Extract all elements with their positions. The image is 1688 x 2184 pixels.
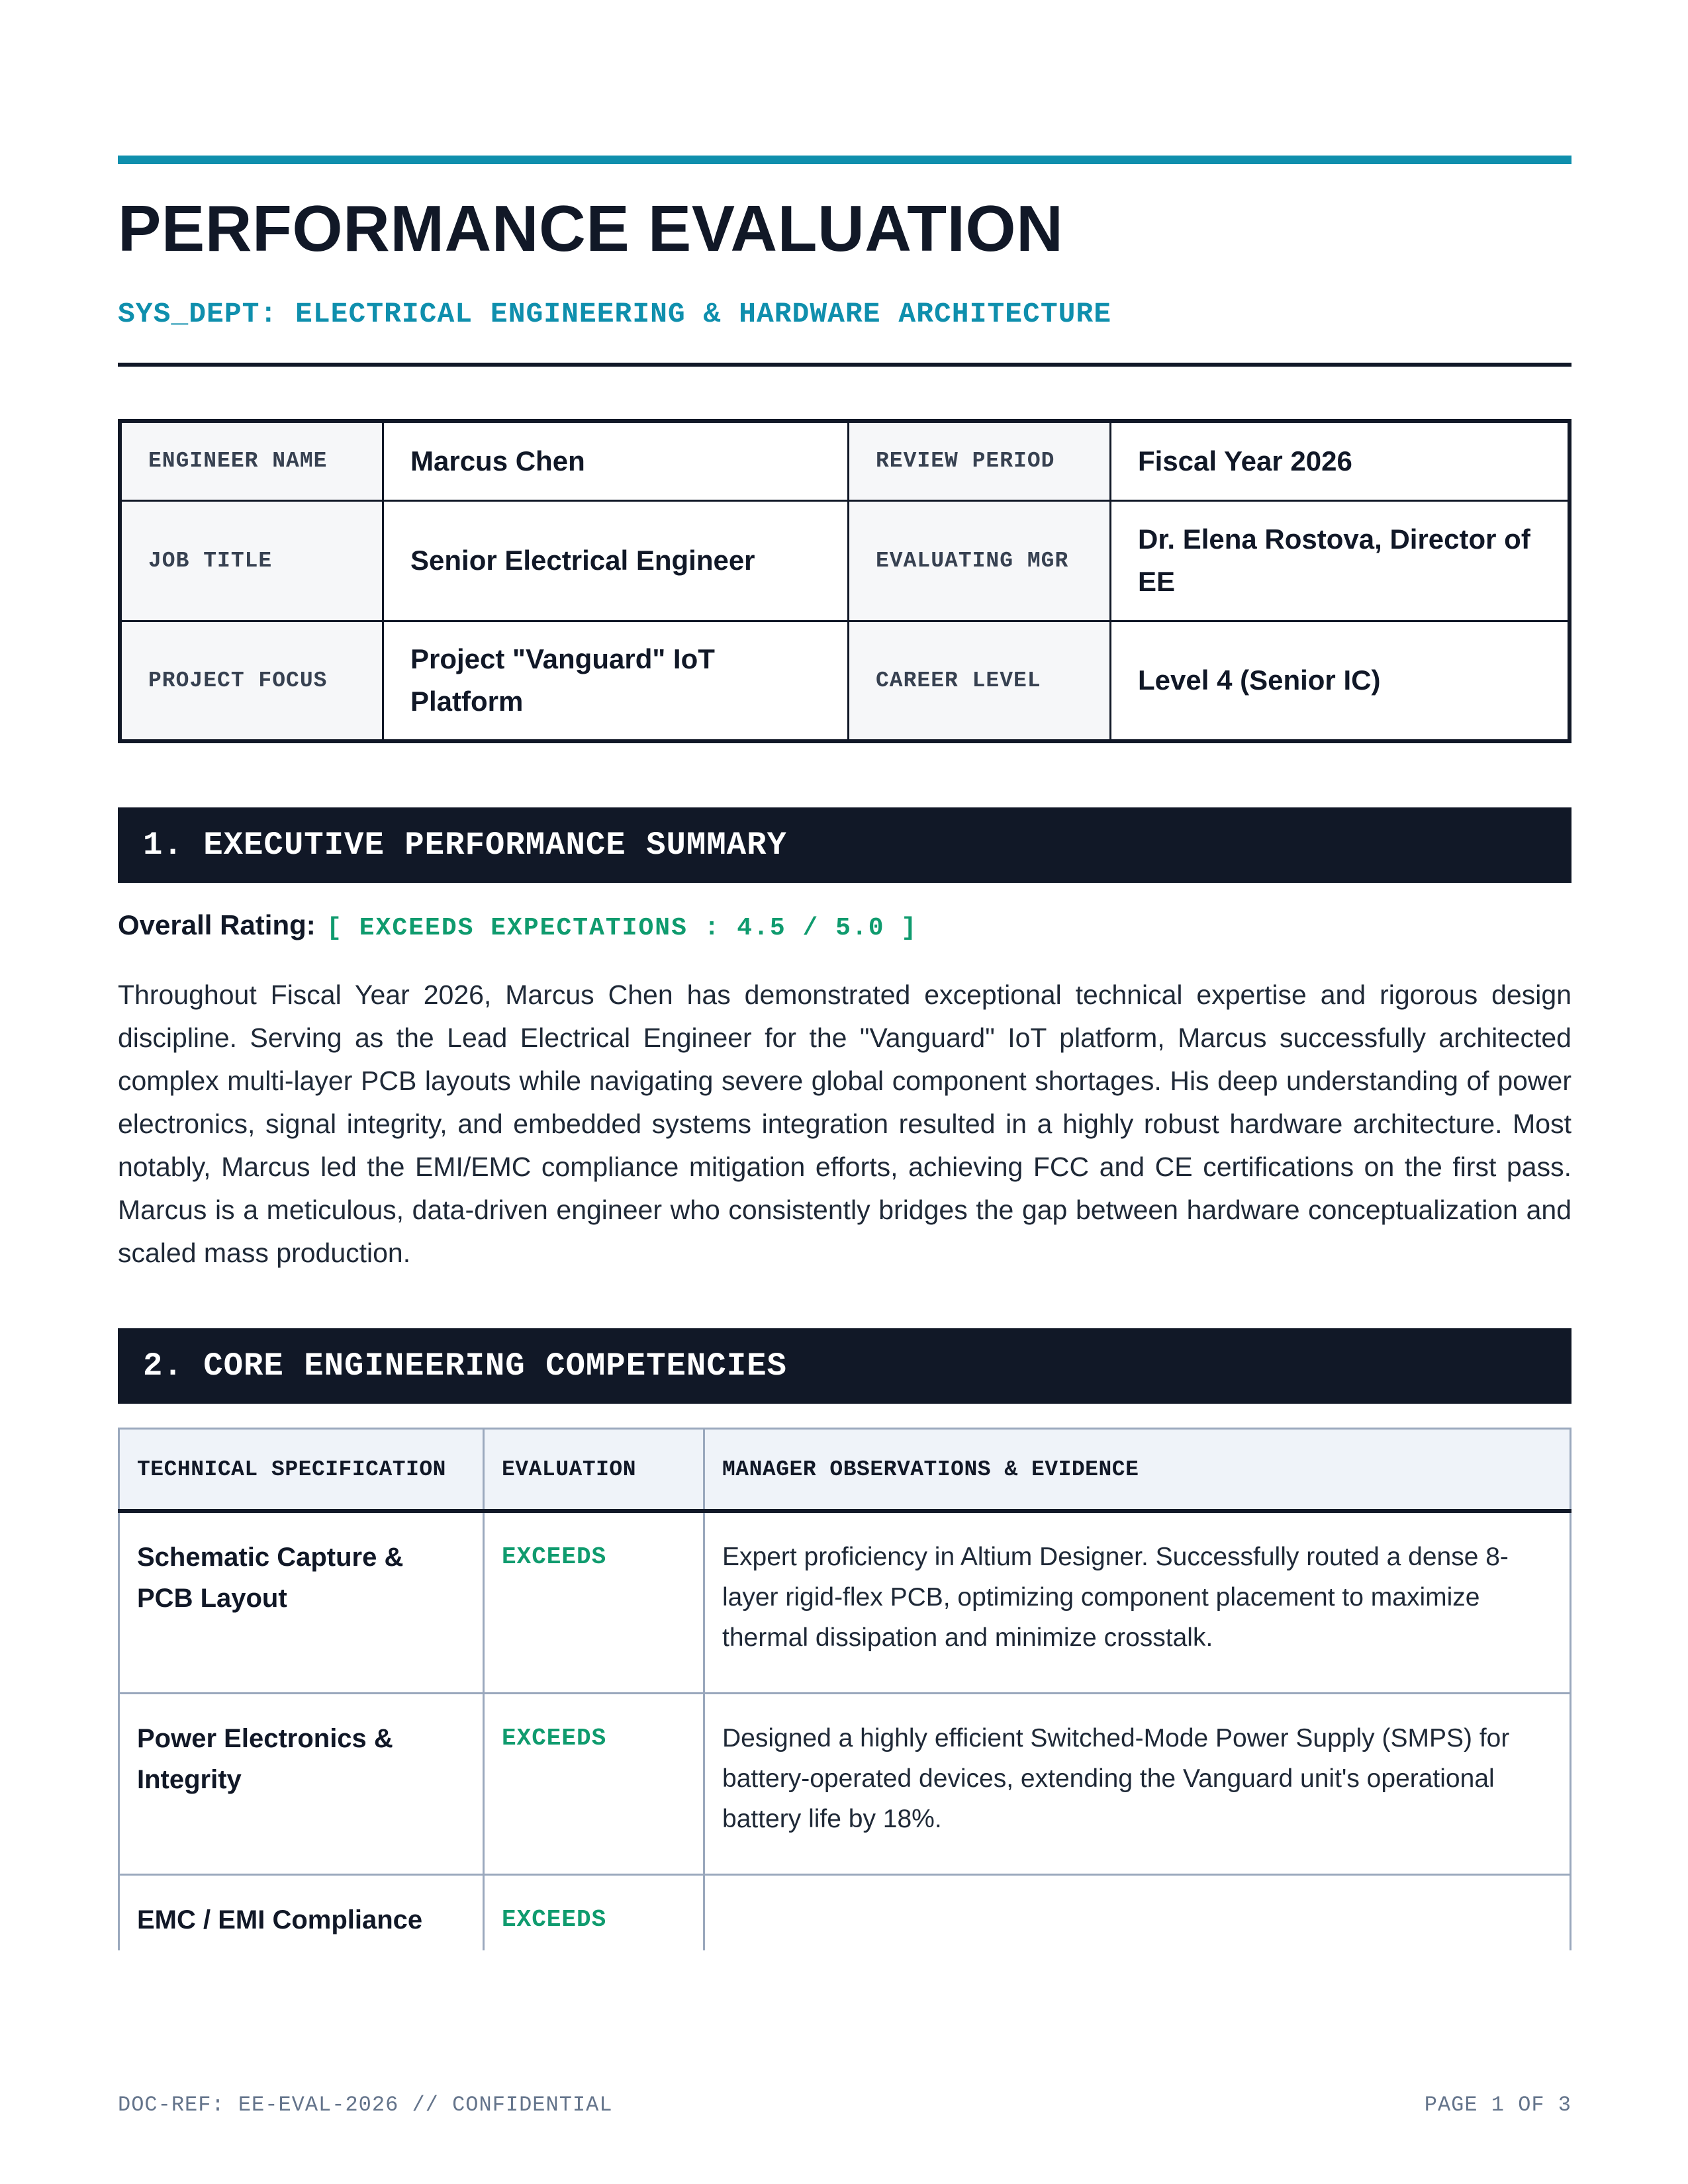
competency-evaluation: EXCEEDS <box>484 1511 704 1694</box>
job-title-value: Senior Electrical Engineer <box>383 500 849 621</box>
column-header-spec: TECHNICAL SPECIFICATION <box>119 1429 484 1512</box>
competency-evaluation: EXCEEDS <box>484 1694 704 1875</box>
department-line: SYS_DEPT: ELECTRICAL ENGINEERING & HARDWARE ARCHITECTURE <box>118 298 1112 330</box>
competencies-table <box>118 1428 1571 1950</box>
engineer-name-label: ENGINEER NAME <box>120 421 383 500</box>
competency-observation: Expert proficiency in Altium Designer. Successfully routed a dense 8-layer rigid-flex PCB, optimizing component placement to maximize thermal dissipation and minimize crosstalk. <box>704 1511 1571 1694</box>
project-focus-label: PROJECT FOCUS <box>120 621 383 741</box>
competency-spec: Schematic Capture & PCB Layout <box>119 1511 484 1694</box>
job-title-label: JOB TITLE <box>120 500 383 621</box>
competency-spec: Power Electronics & Integrity <box>119 1694 484 1875</box>
page-title: PERFORMANCE EVALUATION <box>118 192 1064 265</box>
competencies-table-container <box>118 1428 1571 1950</box>
column-header-observations: MANAGER OBSERVATIONS & EVIDENCE <box>704 1429 1571 1512</box>
overall-rating-label: Overall Rating: <box>118 909 316 940</box>
overall-rating <box>118 909 917 942</box>
competency-observation <box>704 1875 1571 1951</box>
engineer-name-value: Marcus Chen <box>383 421 849 500</box>
career-level-label: CAREER LEVEL <box>849 621 1111 741</box>
review-period-value: Fiscal Year 2026 <box>1111 421 1570 500</box>
table-header-row <box>119 1429 1571 1512</box>
table-row <box>119 1875 1571 1951</box>
competency-observation: Designed a highly efficient Switched-Mode Power Supply (SMPS) for battery-operated devices, extending the Vanguard unit's operational battery life by 18%. <box>704 1694 1571 1875</box>
competency-spec: EMC / EMI Compliance <box>119 1875 484 1951</box>
table-row <box>119 1511 1571 1694</box>
project-focus-value: Project "Vanguard" IoT Platform <box>383 621 849 741</box>
review-period-label: REVIEW PERIOD <box>849 421 1111 500</box>
info-row <box>120 500 1570 621</box>
info-row <box>120 621 1570 741</box>
header-divider <box>118 363 1571 367</box>
top-accent-rule <box>118 156 1571 164</box>
evaluating-mgr-label: EVALUATING MGR <box>849 500 1111 621</box>
overall-rating-value: [ EXCEEDS EXPECTATIONS : 4.5 / 5.0 ] <box>326 914 918 942</box>
footer-doc-ref: DOC-REF: EE-EVAL-2026 // CONFIDENTIAL <box>118 2093 613 2117</box>
career-level-value: Level 4 (Senior IC) <box>1111 621 1570 741</box>
summary-paragraph: Throughout Fiscal Year 2026, Marcus Chen has demonstrated exceptional technical expertise and rigorous design discipline. Serving as the Lead Electrical Engineer for the "Vanguard" IoT platform, Marcus successfully architected complex multi-layer PCB layouts while navigating severe global component shortages. His deep understanding of power electronics, signal integrity, and embedded systems integration resulted in a highly robust hardware architecture. Most notably, Marcus led the EMI/EMC compliance mitigation efforts, achieving FCC and CE certifications on the first pass. Marcus is a meticulous, data-driven engineer who consistently bridges the gap between hardware conceptualization and scaled mass production. <box>118 979 1571 1268</box>
footer-page-number: PAGE 1 OF 3 <box>1424 2093 1571 2117</box>
section-heading-competencies: 2. CORE ENGINEERING COMPETENCIES <box>118 1328 1571 1404</box>
info-row <box>120 421 1570 500</box>
table-row <box>119 1694 1571 1875</box>
employee-info-table <box>118 419 1571 743</box>
evaluating-mgr-value: Dr. Elena Rostova, Director of EE <box>1111 500 1570 621</box>
column-header-evaluation: EVALUATION <box>484 1429 704 1512</box>
competency-evaluation: EXCEEDS <box>484 1875 704 1951</box>
section-heading-summary: 1. EXECUTIVE PERFORMANCE SUMMARY <box>118 807 1571 883</box>
